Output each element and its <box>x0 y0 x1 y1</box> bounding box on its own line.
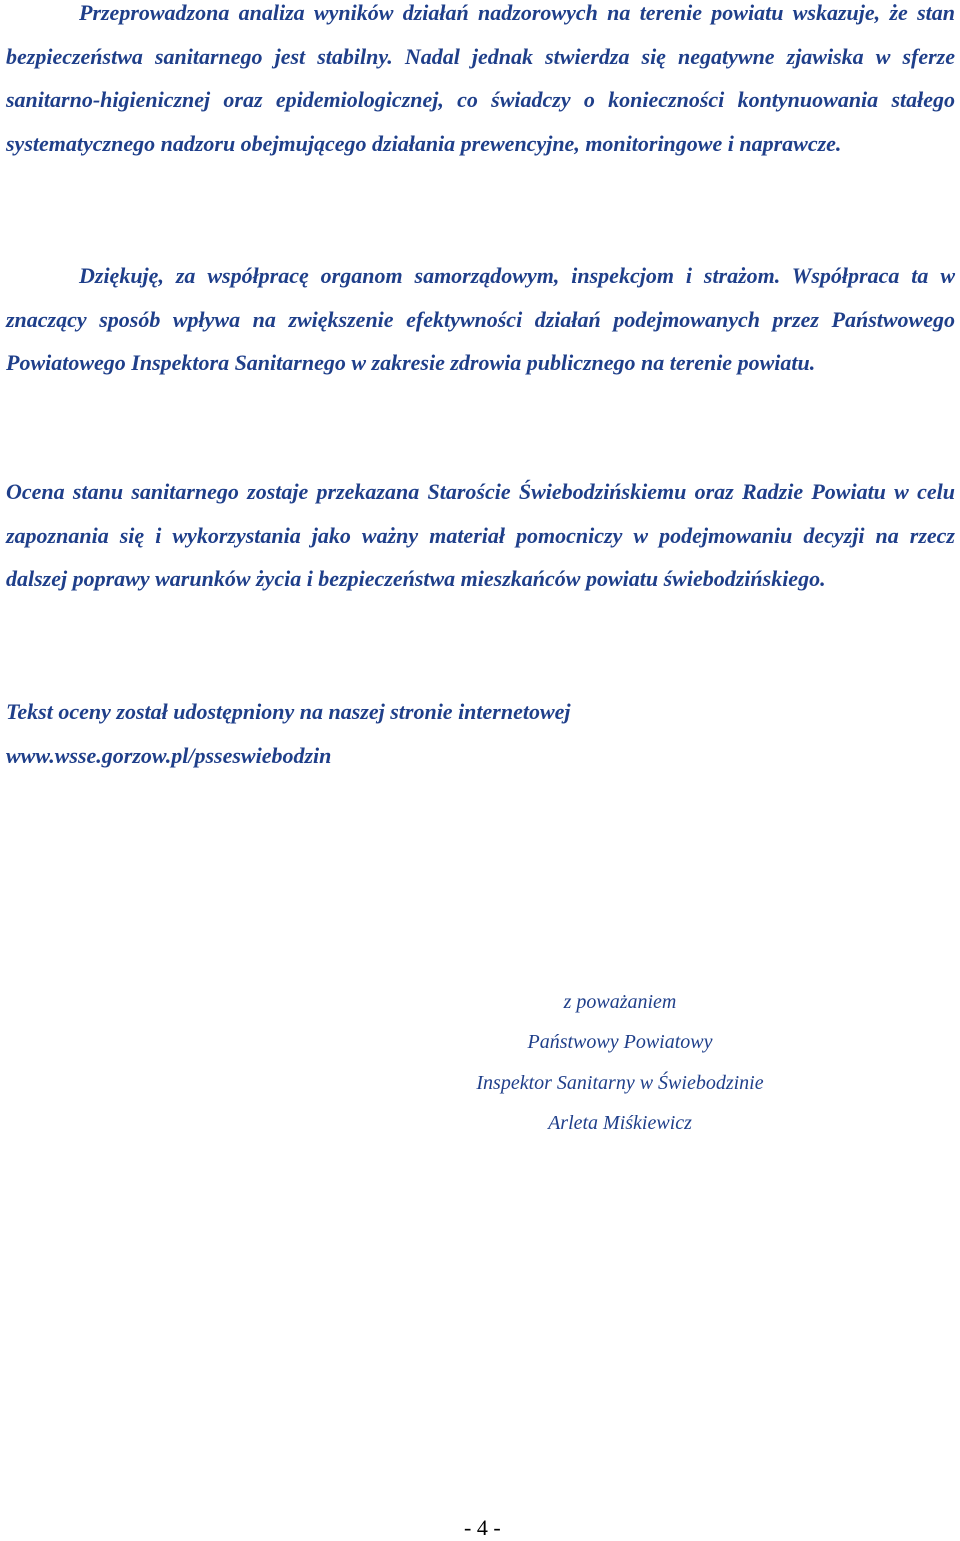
submission-paragraph-text: Ocena stanu sanitarnego zostaje przekazana Staroście Świebodzińskiemu oraz Radzie Powiatu w celu zapoznania się i wykorzystania jako ważny materiał pomocniczy w podejmowaniu decyzji na rzecz dalszej poprawy warunków życia i bezpieczeństwa mieszkańców powiatu świebodzińskiego. <box>6 479 955 591</box>
signature-block <box>0 982 960 1143</box>
summary-paragraph-text: Przeprowadzona analiza wyników działań nadzorowych na terenie powiatu wskazuje, że stan bezpieczeństwa sanitarnego jest stabilny. Nadal jednak stwierdza się negatywne zjawiska w sferze sanitarno-higienicznej oraz epidemiologicznej, co świadczy o konieczności kontynuowania stałego systematycznego nadzoru obejmującego działania prewencyjne, monitoringowe i naprawcze. <box>6 0 955 156</box>
website-paragraph <box>6 690 955 777</box>
signature-title-line2: Inspektor Sanitarny w Świebodzinie <box>476 1071 764 1094</box>
signature-title-line1: Państwowy Powiatowy <box>527 1031 713 1054</box>
submission-paragraph <box>6 470 955 601</box>
acknowledgement-paragraph-text: Dziękuję, za współpracę organom samorządowym, inspekcjom i strażom. Współpraca ta w znaczący sposób wpływa na zwiększenie efektywności działań podejmowanych przez Państwowego Powiatowego Inspektora Sanitarnego w zakresie zdrowia publicznego na terenie powiatu. <box>6 263 955 375</box>
signature-name: Arleta Miśkiewicz <box>548 1111 692 1134</box>
summary-paragraph <box>6 0 955 165</box>
website-paragraph-text: Tekst oceny został udostępniony na naszej stronie internetowej <box>6 699 571 724</box>
page-number: - 4 - <box>464 1515 501 1540</box>
website-link[interactable]: www.wsse.gorzow.pl/psseswiebodzin <box>6 742 332 768</box>
signature-greeting: z poważaniem <box>563 991 677 1013</box>
acknowledgement-paragraph <box>6 254 955 385</box>
